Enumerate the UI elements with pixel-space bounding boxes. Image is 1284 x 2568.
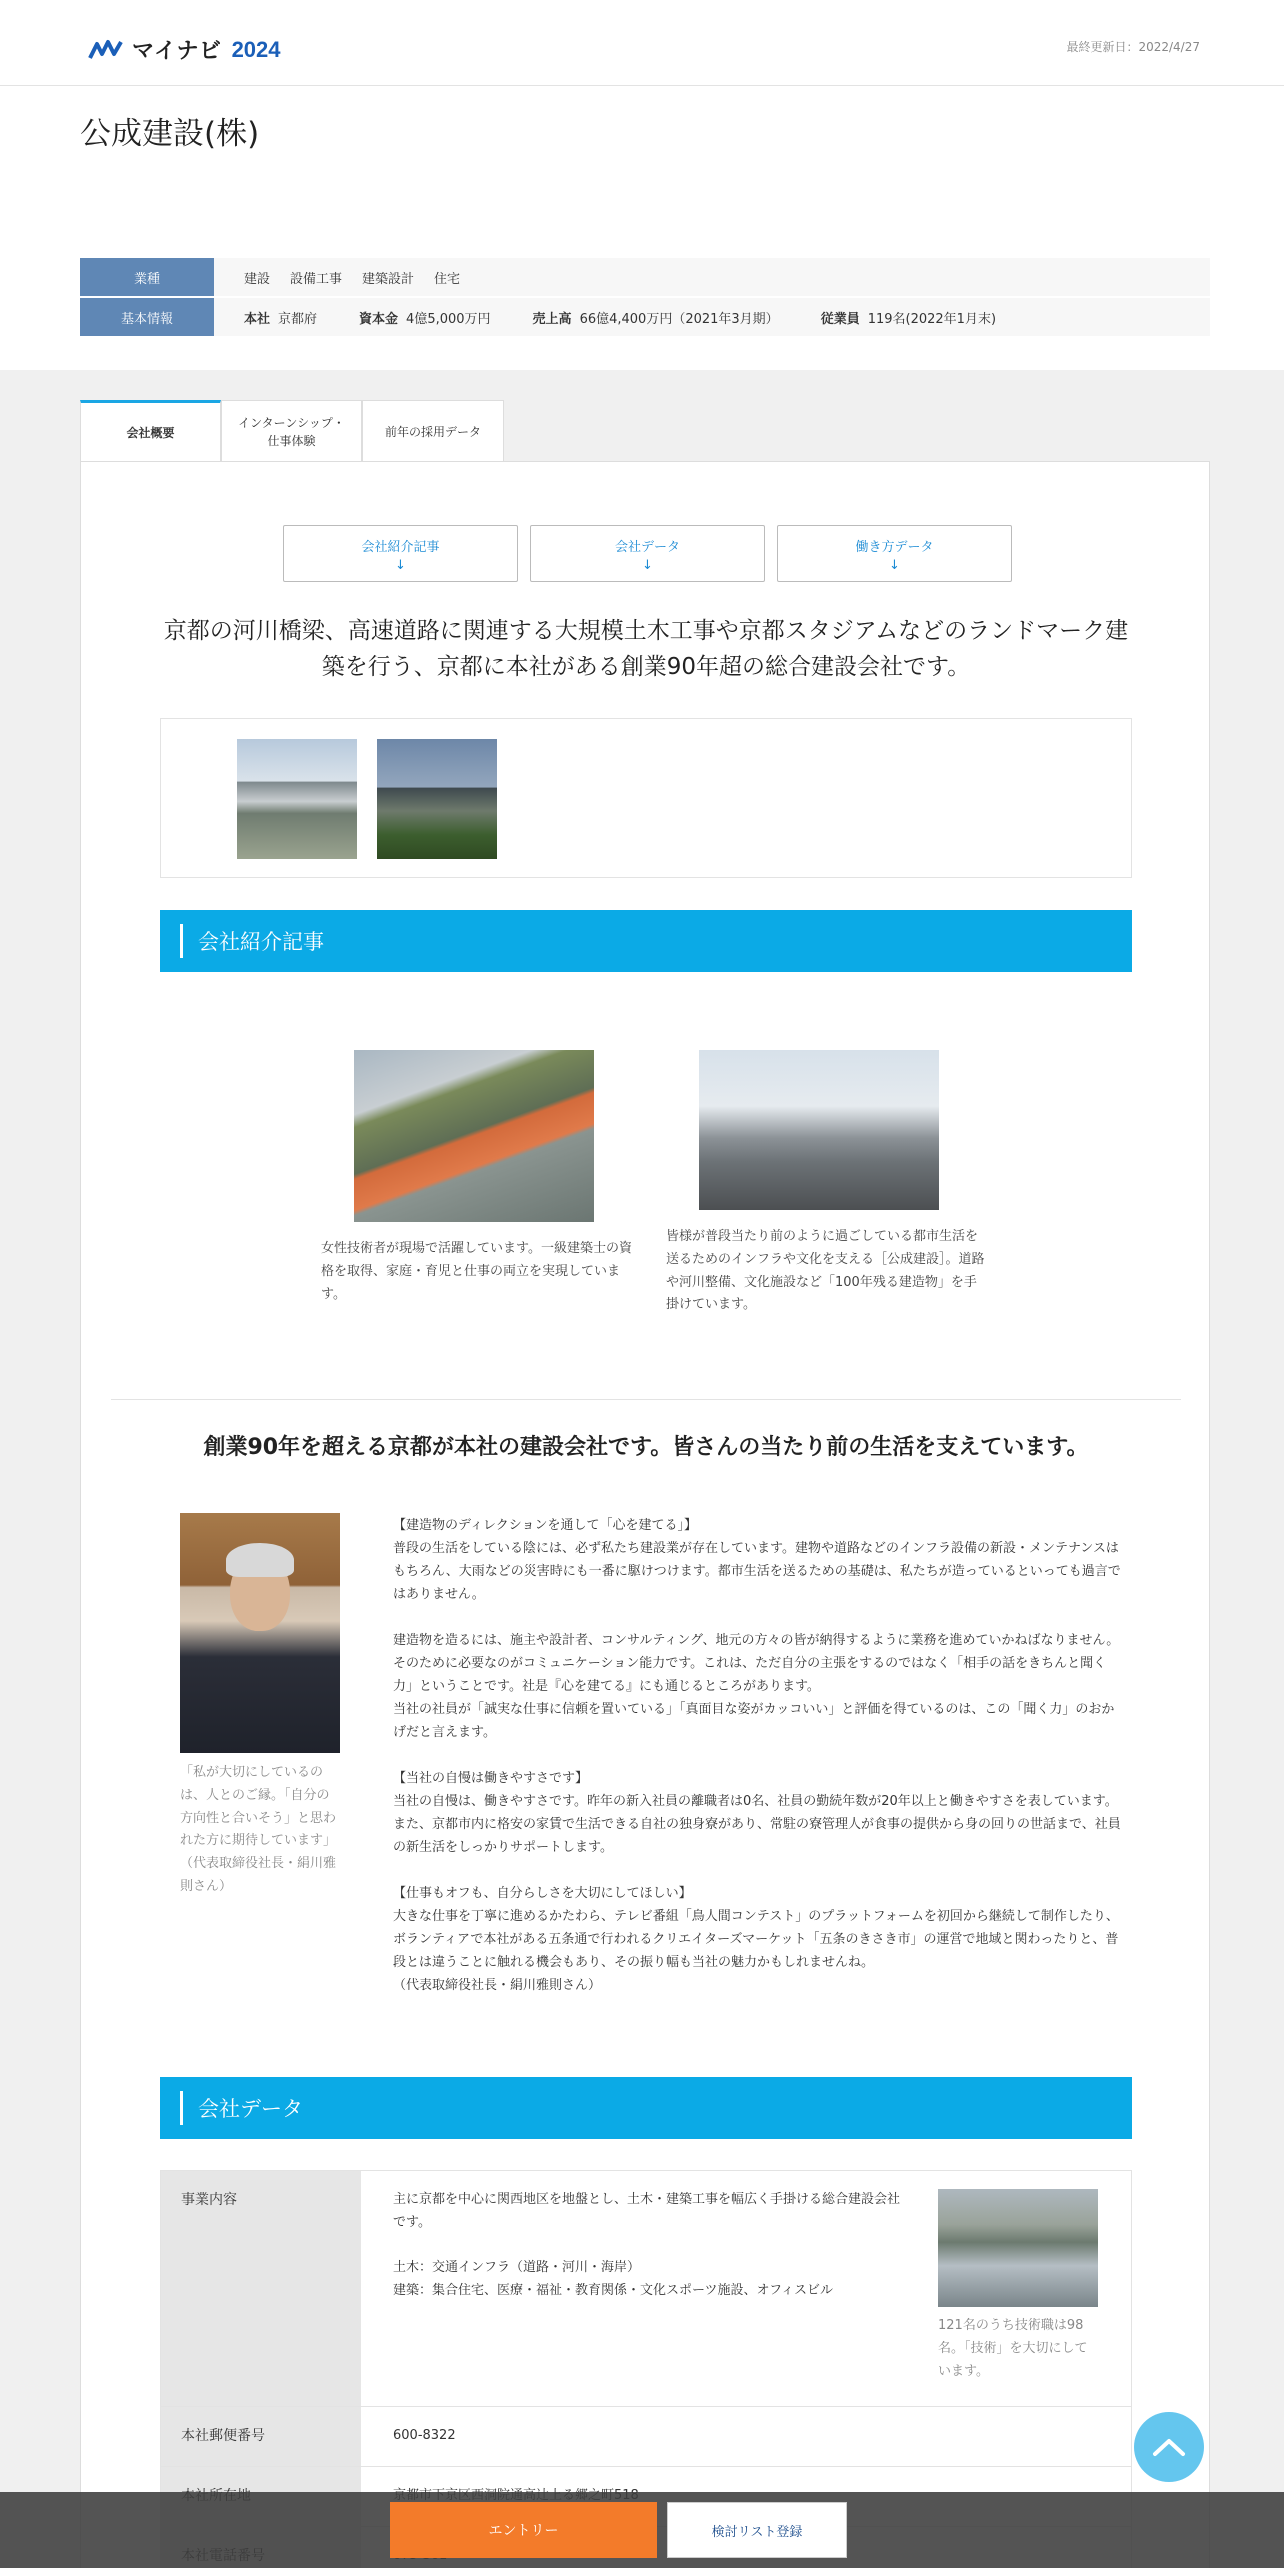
tab-previous-recruit-data[interactable]: 前年の採用データ	[362, 400, 504, 462]
industry-item: 建築設計	[362, 271, 415, 287]
tab-company-overview[interactable]: 会社概要	[80, 400, 221, 462]
tab-internship[interactable]: インターンシップ・ 仕事体験	[221, 400, 362, 462]
article-item	[321, 1050, 632, 1306]
company-top	[0, 86, 1284, 370]
add-to-list-button[interactable]: 検討リスト登録	[667, 2502, 847, 2558]
article-photo	[699, 1050, 939, 1210]
zip-value: 600-8322	[393, 2428, 456, 2443]
body-paragraph: 【仕事もオフも、自分らしさを大切にしてほしい】 大きな仕事を丁寧に進めるかたわら、テレビ番組「鳥人間コンテスト」のプラットフォームを初回から継続して制作したり、ボランティアで本社がある五条通で行われるクリエイターズマーケット「五条のきさき市」の運営で地域と関わったりと、普段とは違うことに触れる機会もあり、その振り幅も当社の魅力かもしれませんね。 （代表取締役社長・絹川雅則さん）	[393, 1886, 1119, 1993]
article-item	[666, 1050, 985, 1317]
body-paragraph: 【建造物のディレクションを通して「心を建てる」】 普段の生活をしている陰には、必ず私たち建設業が存在しています。建物や道路などのインフラ設備の新設・メンテナンスはもちろん、大雨などの災害時にも一番に駆けつけます。都市生活を送るための基礎は、私たちが造っているといっても過言ではありません。	[393, 1518, 1121, 1602]
arrow-down-icon: ↓	[395, 558, 406, 574]
anchor-company-article[interactable]: 会社紹介記事 ↓	[283, 525, 518, 582]
page-tabs	[80, 400, 504, 462]
photo-gallery	[160, 718, 1132, 878]
last-update-date: 最終更新日：2022/4/27	[1066, 40, 1200, 54]
basic-info-hq: 本社 京都府	[244, 311, 318, 327]
business-photo	[938, 2189, 1098, 2307]
chevron-up-icon	[1152, 2437, 1186, 2457]
zip-label: 本社郵便番号	[161, 2407, 361, 2466]
article-photo	[354, 1050, 594, 1222]
industry-values	[214, 258, 460, 296]
article-caption: 皆様が普段当たり前のように過ごしている都市生活を送るためのインフラや文化を支える［公成建設］。道路や河川整備、文化施設など「100年残る建造物」を手掛けています。	[666, 1229, 985, 1313]
data-row-business	[161, 2171, 1131, 2407]
entry-button[interactable]: エントリー	[390, 2502, 657, 2558]
main-content	[80, 461, 1210, 2568]
industry-row	[80, 258, 1210, 296]
anchor-company-data[interactable]: 会社データ ↓	[530, 525, 765, 582]
back-to-top-button[interactable]	[1134, 2412, 1204, 2482]
data-row-zip	[161, 2407, 1131, 2467]
gallery-photo[interactable]	[377, 739, 497, 859]
basic-info-row	[80, 298, 1210, 336]
basic-info-employees: 従業員 119名(2022年1月末)	[820, 311, 997, 327]
bottom-action-bar	[0, 2492, 1284, 2568]
basic-info-capital: 資本金 4億5,000万円	[359, 311, 491, 327]
mynavi-logo-icon	[88, 38, 126, 62]
mynavi-logo[interactable]	[88, 34, 281, 65]
ceo-photo	[180, 1513, 340, 1753]
anchor-workstyle-data[interactable]: 働き方データ ↓	[777, 525, 1012, 582]
section-heading-company-data: 会社データ	[160, 2077, 1132, 2139]
basic-info-values	[214, 298, 1018, 336]
company-name: 公成建設(株)	[80, 116, 260, 152]
company-info-table	[80, 258, 1210, 338]
ceo-hair	[226, 1543, 294, 1577]
gallery-photo[interactable]	[237, 739, 357, 859]
ceo-caption: 「私が大切にしているのは、人とのご縁。「自分の方向性と合いそう」と思われた方に期待しています」（代表取締役社長・絹川雅則さん）	[180, 1765, 337, 1894]
business-text: 主に京都を中心に関西地区を地盤とし、土木・建築工事を幅広く手掛ける総合建設会社です。 土木：交通インフラ（道路・河川・海岸） 建築：集合住宅、医療・福祉・教育関係・文化スポーツ施設、オフィスビル	[393, 2192, 901, 2298]
basic-info-label: 基本情報	[80, 298, 214, 336]
business-label: 事業内容	[161, 2171, 361, 2406]
arrow-down-icon: ↓	[889, 558, 900, 574]
industry-item: 建設	[244, 271, 271, 287]
body-paragraph: 【当社の自慢は働きやすさです】 当社の自慢は、働きやすさです。昨年の新入社員の離職者は0名、社員の勤続年数が20年以上と働きやすさを表しています。また、京都市内に格安の家賃で生活できる自社の独身寮があり、常駐の寮管理人が食事の提供から身の回りの世話まで、社員の新生活をしっかりサポートします。	[393, 1771, 1121, 1855]
arrow-down-icon: ↓	[642, 558, 653, 574]
basic-info-sales: 売上高 66億4,400万円（2021年3月期）	[532, 311, 779, 327]
intro-title: 創業90年を超える京都が本社の建設会社です。皆さんの当たり前の生活を支えています。	[203, 1435, 1089, 1460]
industry-label: 業種	[80, 258, 214, 296]
business-value	[361, 2171, 1131, 2406]
body-paragraph: 建造物を造るには、施主や設計者、コンサルティング、地元の方々の皆が納得するように業務を進めていかねばなりません。そのために必要なのがコミュニケーション能力です。これは、ただ自分の主張をするのではなく「相手の話をきちんと聞く力」ということです。社是『心を建てる』にも通じるところがあります。 当社の社員が「誠実な仕事に信頼を置いている」「真面目な姿がカッコいい」と評価を得ているのは、この「聞く力」のおかげだと言えます。	[393, 1633, 1120, 1740]
section-heading-articles: 会社紹介記事	[160, 910, 1132, 972]
intro-body	[393, 1514, 1121, 2020]
article-caption: 女性技術者が現場で活躍しています。一級建築士の資格を取得、家庭・育児と仕事の両立を実現しています。	[321, 1241, 632, 1302]
anchor-links	[283, 525, 1012, 582]
business-photo-caption: 121名のうち技術職は98名。「技術」を大切にしています。	[938, 2318, 1088, 2379]
site-header	[0, 0, 1284, 86]
logo-year: 2024	[231, 36, 281, 62]
catch-copy: 京都の河川橋梁、高速道路に関連する大規模土木工事や京都スタジアムなどのランドマーク建築を行う、京都に本社がある創業90年超の総合建設会社です。	[163, 618, 1129, 680]
industry-item: 住宅	[434, 271, 461, 287]
industry-item: 設備工事	[290, 271, 343, 287]
logo-text: マイナビ	[132, 38, 222, 63]
divider	[111, 1399, 1181, 1400]
